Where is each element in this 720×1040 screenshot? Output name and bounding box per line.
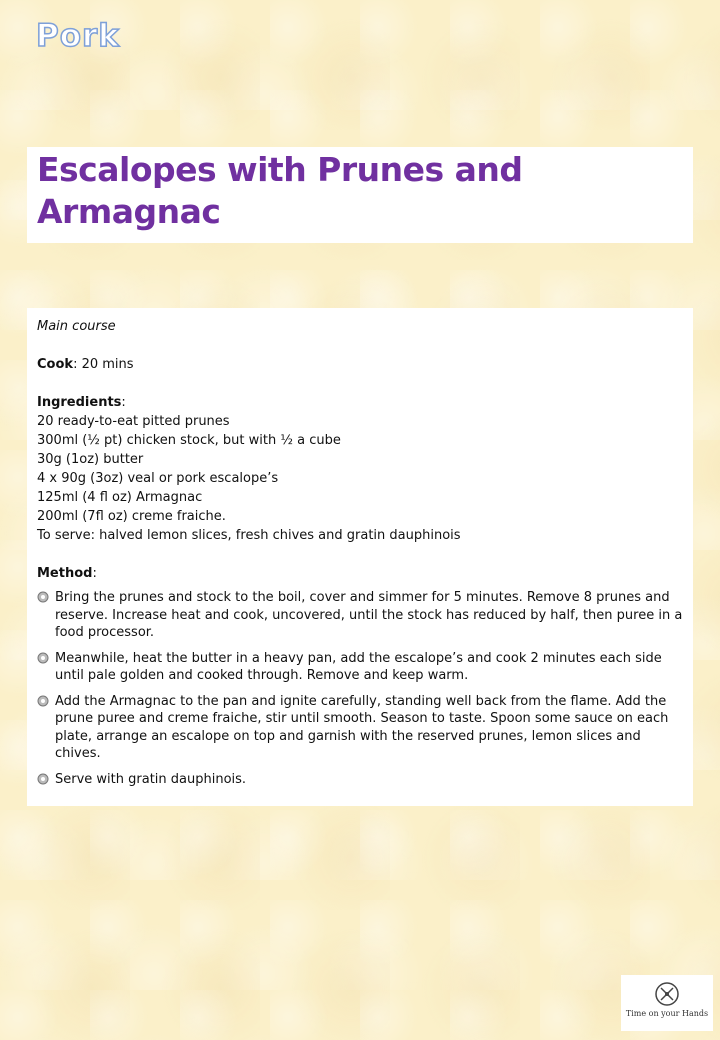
course-type: Main course	[37, 319, 116, 334]
method-step	[37, 771, 683, 789]
ingredients-section: Ingredients: 20 ready-to-eat pitted prunes 300ml (½ pt) chicken stock, but with ½ a cube 30g (1oz) butter 4 x 90g (3oz) veal or pork escalope’s 125ml (4 fl oz) Armagnac 200ml (7fl oz) creme fraiche. To serve: halved lemon slices, fresh chives and gratin dauphinois	[37, 393, 683, 545]
cook-label: Cook	[37, 357, 74, 372]
cook-time	[37, 355, 683, 374]
ingredient-item: 4 x 90g (3oz) veal or pork escalope’s	[37, 471, 279, 486]
method-step	[37, 693, 683, 763]
method-step	[37, 589, 683, 642]
ingredient-item: 125ml (4 fl oz) Armagnac	[37, 490, 203, 505]
method-step-text: Add the Armagnac to the pan and ignite carefully, standing well back from the flame. Add the prune puree and creme fraiche, stir until smooth. Season to taste. Spoon some sauce on each plate, arrange an escalope on top and garnish with the reserved prunes, lemon slices and chives.	[55, 693, 669, 761]
ingredient-item: To serve: halved lemon slices, fresh chives and gratin dauphinois	[37, 528, 461, 543]
brand-logo	[621, 975, 713, 1031]
ingredient-item: 200ml (7fl oz) creme fraiche.	[37, 509, 226, 524]
gear-bullet-icon	[37, 695, 49, 707]
recipe-title: Escalopes with Prunes and Armagnac	[37, 150, 523, 231]
category-heading: Pork	[36, 18, 120, 54]
method-section: Method:	[37, 566, 97, 581]
method-steps	[37, 589, 683, 788]
ingredient-item: 300ml (½ pt) chicken stock, but with ½ a cube	[37, 433, 341, 448]
method-step-text: Meanwhile, heat the butter in a heavy pan, add the escalope’s and cook 2 minutes each side until pale golden and cooked through. Remove and keep warm.	[55, 650, 662, 683]
gear-bullet-icon	[37, 591, 49, 603]
ingredient-item: 30g (1oz) butter	[37, 452, 144, 467]
gear-bullet-icon	[37, 652, 49, 664]
cook-value: : 20 mins	[73, 357, 134, 372]
gear-bullet-icon	[37, 773, 49, 785]
brand-name: Time on your Hands	[625, 1009, 709, 1018]
method-step-text: Bring the prunes and stock to the boil, cover and simmer for 5 minutes. Remove 8 prunes and reserve. Increase heat and cook, uncovered, until the stock has reduced by half, then puree in a food processor.	[55, 590, 683, 640]
ingredients-label: Ingredients	[37, 395, 122, 410]
recipe-content	[27, 308, 693, 806]
method-step	[37, 650, 683, 685]
ingredient-item: 20 ready-to-eat pitted prunes	[37, 414, 230, 429]
clock-utensils-icon	[654, 981, 680, 1007]
title-panel	[27, 147, 693, 243]
method-step-text: Serve with gratin dauphinois.	[55, 771, 247, 787]
method-label: Method	[37, 566, 93, 581]
